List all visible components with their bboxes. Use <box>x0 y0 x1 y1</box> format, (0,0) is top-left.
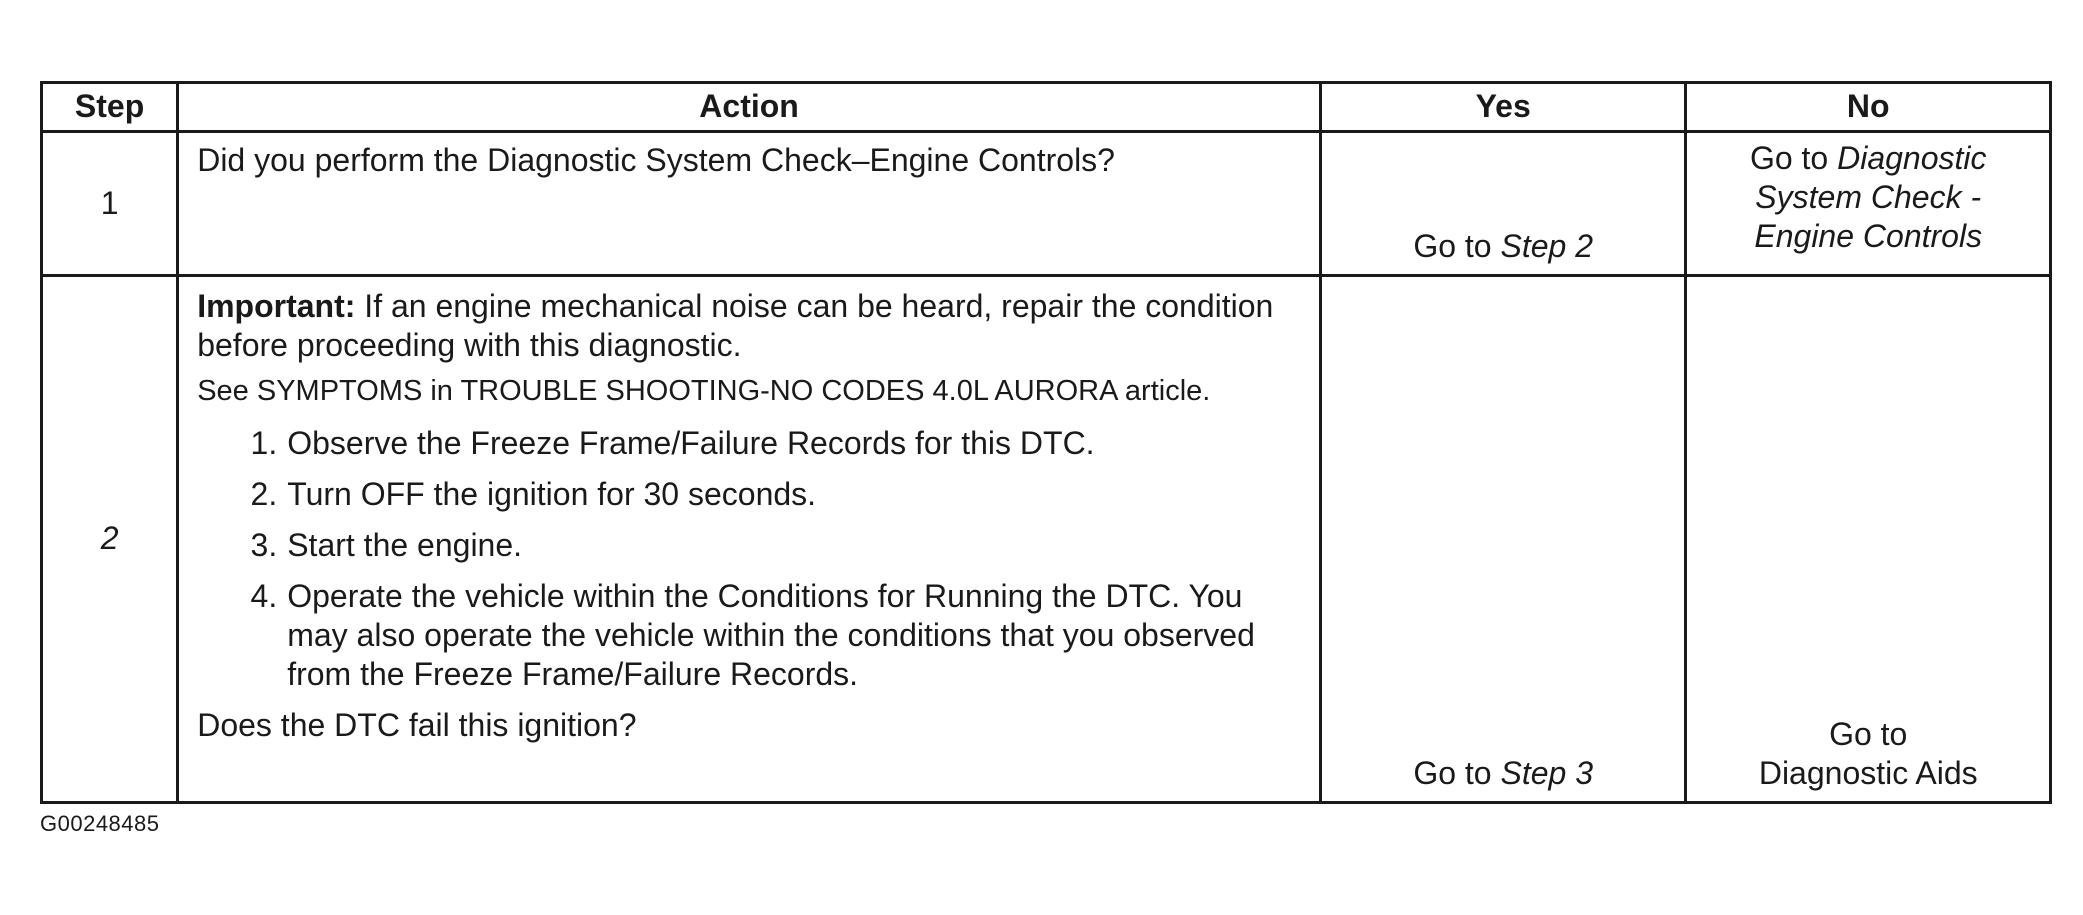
header-step: Step <box>42 83 178 132</box>
step-number: 1 <box>42 132 178 276</box>
no-cell[interactable] <box>1686 132 2051 276</box>
diagnostic-aids-link[interactable]: Diagnostic Aids <box>1758 754 1978 791</box>
list-item-text: Observe the Freeze Frame/Failure Records for this DTC. <box>287 425 1095 462</box>
list-item <box>197 577 1299 694</box>
yes-prefix: Go to <box>1413 227 1492 264</box>
list-item <box>197 475 1299 514</box>
list-item-number: 2. <box>250 476 278 513</box>
header-row <box>42 83 2051 132</box>
yes-cell[interactable] <box>1320 276 1686 803</box>
list-item-number: 4. <box>250 578 278 615</box>
important-text: If an engine mechanical noise can be heard, repair the condition before proceeding with this diagnostic. <box>197 288 1274 364</box>
see-reference: See SYMPTOMS in TROUBLE SHOOTING-NO CODES 4.0L AURORA article. <box>197 375 1211 408</box>
yes-step-link[interactable]: Step 3 <box>1500 754 1593 791</box>
step-number: 2 <box>42 276 178 803</box>
table-row <box>42 276 2051 803</box>
action-cell <box>178 132 1321 276</box>
action-text: Did you perform the Diagnostic System Check–Engine Controls? <box>197 142 1115 178</box>
yes-prefix: Go to <box>1413 754 1492 791</box>
figure-code: G00248485 <box>40 811 160 836</box>
diagnostic-question: Does the DTC fail this ignition? <box>197 707 637 744</box>
no-line-3[interactable]: Engine Controls <box>1754 218 1983 255</box>
important-note <box>197 287 1299 365</box>
diagnostic-table <box>40 81 2052 804</box>
list-item-text: Start the engine. <box>287 527 523 564</box>
list-item <box>197 526 1299 565</box>
list-item-text: Turn OFF the ignition for 30 seconds. <box>287 476 817 513</box>
list-item-text: Operate the vehicle within the Conditions for Running the DTC. You may also operate the vehicle within the conditions that you observed from the Freeze Frame/Failure Records. <box>287 578 1255 693</box>
yes-step-link[interactable]: Step 2 <box>1500 227 1593 264</box>
list-item-number: 3. <box>250 527 278 564</box>
list-item <box>197 424 1299 463</box>
header-action: Action <box>178 83 1321 132</box>
yes-cell[interactable] <box>1320 132 1686 276</box>
no-line-1 <box>1687 139 2049 178</box>
table-row <box>42 132 2051 276</box>
no-prefix: Go to <box>1749 140 1829 176</box>
list-item-number: 1. <box>250 425 278 462</box>
no-line-1: Go to <box>1829 715 1908 752</box>
no-target-link[interactable]: Diagnostic <box>1837 140 1987 176</box>
no-line-2[interactable]: System Check - <box>1755 179 1982 216</box>
important-label: Important: <box>197 288 356 324</box>
procedure-steps <box>197 424 1299 694</box>
no-cell[interactable] <box>1686 276 2051 803</box>
header-yes: Yes <box>1320 83 1686 132</box>
header-no: No <box>1686 83 2051 132</box>
action-cell <box>178 276 1321 803</box>
